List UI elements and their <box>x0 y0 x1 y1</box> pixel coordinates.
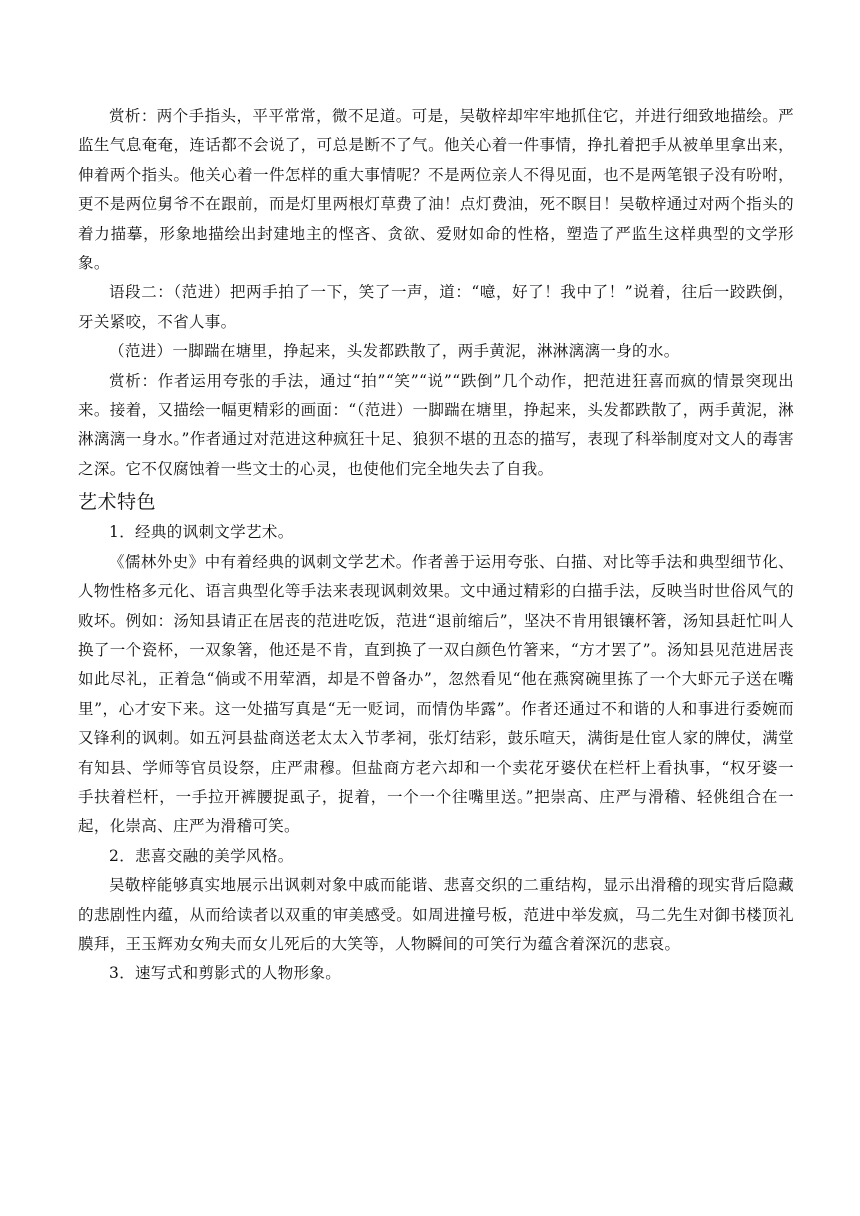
list-item-tragicomic: 2．悲喜交融的美学风格。 <box>109 846 294 865</box>
paragraph-appreciation-two-fingers: 赏析：两个手指头，平平常常，微不足道。可是，吴敬梓却牢牢地抓住它，并进行细致地描绘。严监生气息奄奄，连话都不会说了，可总是断不了气。他关心着一件事情，挣扎着把手从被单里拿出来，伸着两个指头。他关心着一件怎样的重大事情呢？不是两位亲人不得见面，也不是两笔银子没有吩咐，更不是两位舅爷不在跟前，而是灯里两根灯草费了油！点灯费油，死不瞑目！吴敬梓通过对两个指头的着力描摹，形象地描绘出封建地主的悭吝、贪欲、爱财如命的性格，塑造了严监生这样典型的文学形象。 <box>78 107 794 273</box>
paragraph-satire: 《儒林外史》中有着经典的讽刺文学艺术。作者善于运用夸张、白描、对比等手法和典型细节化、人物性格多元化、语言典型化等手法来表现讽刺效果。文中通过精彩的白描手法，反映当时世俗风气的败坏。例如：汤知县请正在居丧的范进吃饭，范进“退前缩后”，坚决不肯用银镶杯箸，汤知县赶忙叫人换了一个瓷杯，一双象箸，他还是不肯，直到换了一双白颜色竹箸来，“方才罢了”。汤知县见范进居丧如此尽礼，正着急“倘或不用荤酒，却是不曾备办”，忽然看见“他在燕窝碗里拣了一个大虾元子送在嘴里”，心才安下来。这一处描写真是“无一贬词，而情伪毕露”。作者还通过不和谐的人和事进行委婉而又锋利的讽刺。如五河县盐商送老太太入节孝祠，张灯结彩，鼓乐喧天，满街是仕宦人家的牌仗，满堂有知县、学师等官员设祭，庄严肃穆。但盐商方老六却和一个卖花牙婆伏在栏杆上看执事，“权牙婆一手扶着栏杆，一手拉开裤腰捉虱子，捉着，一个一个往嘴里送。”把崇高、庄严与滑稽、轻佻组合在一起，化崇高、庄严为滑稽可笑。 <box>78 552 794 836</box>
paragraph-excerpt-two-continued: （范进）一脚踹在塘里，挣起来，头发都跌散了，两手黄泥，淋淋漓漓一身的水。 <box>109 342 680 361</box>
section-heading-artistic-features: 艺术特色 <box>78 491 157 514</box>
paragraph-tragicomic: 吴敬梓能够真实地展示出讽刺对象中戚而能谐、悲喜交织的二重结构，显示出滑稽的现实背后隐藏的悲剧性内蕴，从而给读者以双重的审美感受。如周进撞号板，范进中举发疯，马二先生对御书楼顶礼膜拜，王玉辉劝女殉夫而女儿死后的大笑等，人物瞬间的可笑行为蕴含着深沉的悲哀。 <box>78 876 794 953</box>
paragraph-excerpt-two: 语段二：（范进）把两手拍了一下，笑了一声，道：“噫，好了！我中了！”说着，往后一跤跌倒，牙关紧咬，不省人事。 <box>78 283 794 331</box>
list-item-characters: 3．速写式和剪影式的人物形象。 <box>109 964 342 983</box>
paragraph-appreciation-fan-jin: 赏析：作者运用夸张的手法，通过“拍”“笑”“说”“跌倒”几个动作，把范进狂喜而疯的情景突现出来。接着，又描绘一幅更精彩的画面：“（范进）一脚踹在塘里，挣起来，头发都跌散了，两手黄泥，淋淋漓漓一身水。”作者通过对范进这种疯狂十足、狼狈不堪的丑态的描写，表现了科举制度对文人的毒害之深。它不仅腐蚀着一些文士的心灵，也使他们完全地失去了自我。 <box>78 371 794 478</box>
document-body <box>78 102 794 989</box>
list-item-satire: 1．经典的讽刺文学艺术。 <box>109 523 294 542</box>
